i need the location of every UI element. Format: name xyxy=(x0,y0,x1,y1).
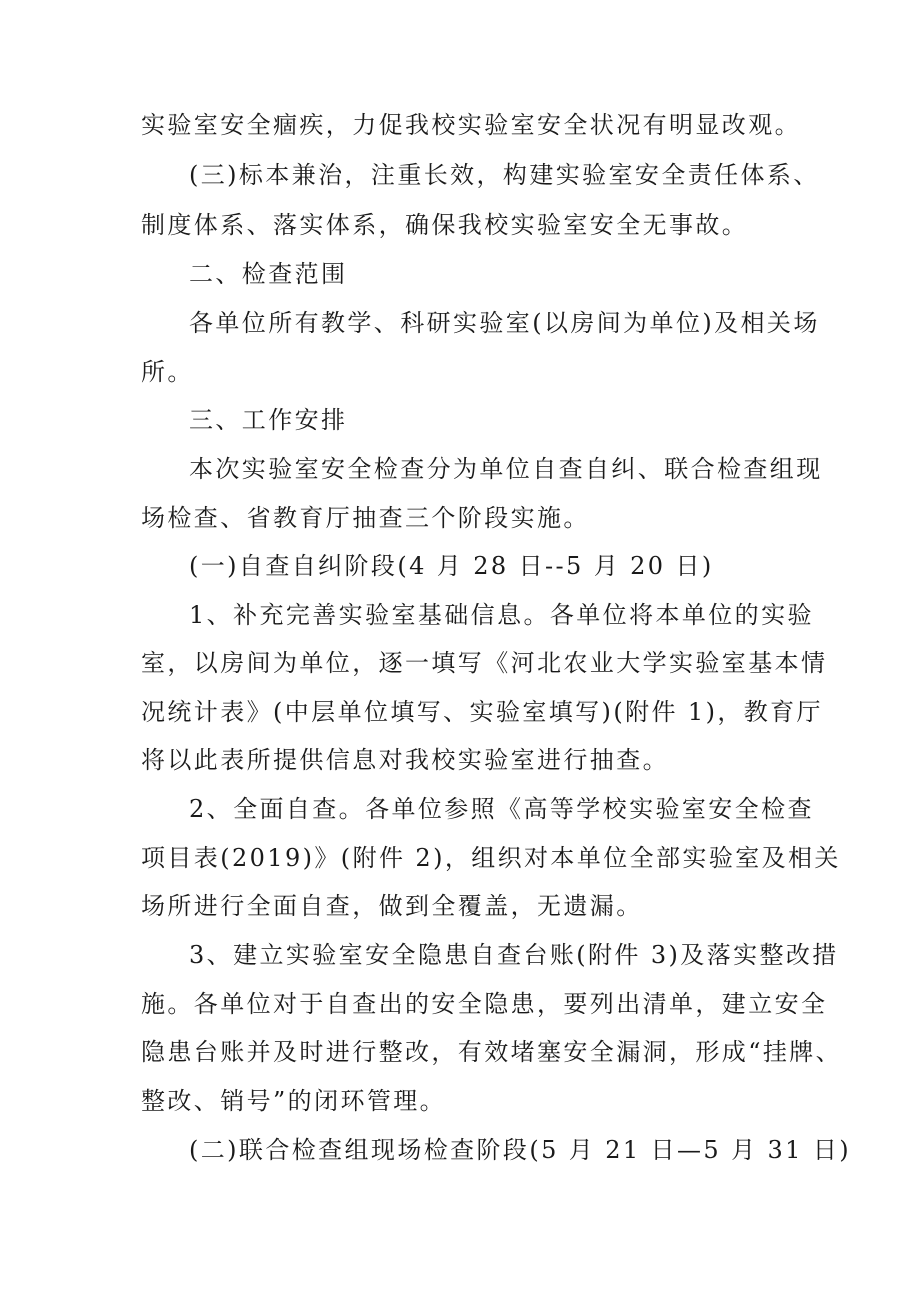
text-line: 各单位所有教学、科研实验室(以房间为单位)及相关场 xyxy=(189,309,820,337)
text-line: 将以此表所提供信息对我校实验室进行抽查。 xyxy=(141,746,669,774)
text-line: 场所进行全面自查，做到全覆盖，无遗漏。 xyxy=(141,892,643,920)
text-line: 实验室安全痼疾，力促我校实验室安全状况有明显改观。 xyxy=(141,111,801,139)
text-line: 整改、销号”的闭环管理。 xyxy=(141,1087,447,1115)
section-heading: 三、工作安排 xyxy=(189,406,348,434)
text-line: 施。各单位对于自查出的安全隐患，要列出清单，建立安全 xyxy=(141,990,828,1018)
text-line: 2、全面自查。各单位参照《高等学校实验室安全检查 xyxy=(189,795,814,823)
subsection-heading: (一)自查自纠阶段(4 月 28 日--5 月 20 日) xyxy=(189,552,714,580)
text-line: 1、补充完善实验室基础信息。各单位将本单位的实验 xyxy=(189,601,814,629)
text-line: 况统计表》(中层单位填写、实验室填写)(附件 1)，教育厅 xyxy=(141,698,823,726)
text-line: 场检查、省教育厅抽查三个阶段实施。 xyxy=(141,504,590,532)
text-line: 制度体系、落实体系，确保我校实验室安全无事故。 xyxy=(141,211,749,239)
section-heading: 二、检查范围 xyxy=(189,260,348,288)
text-line: 室，以房间为单位，逐一填写《河北农业大学实验室基本情 xyxy=(141,649,828,677)
text-line: 隐患台账并及时进行整改，有效堵塞安全漏洞，形成“挂牌、 xyxy=(141,1038,843,1066)
text-line: (三)标本兼治，注重长效，构建实验室安全责任体系、 xyxy=(189,161,820,189)
subsection-heading: (二)联合检查组现场检查阶段(5 月 21 日—5 月 31 日) xyxy=(189,1136,852,1164)
text-line: 本次实验室安全检查分为单位自查自纠、联合检查组现 xyxy=(189,455,823,483)
text-line: 3、建立实验室安全隐患自查台账(附件 3)及落实整改措 xyxy=(189,941,839,969)
text-line: 所。 xyxy=(141,358,194,386)
text-line: 项目表(2019)》(附件 2)，组织对本单位全部实验室及相关 xyxy=(141,844,841,872)
